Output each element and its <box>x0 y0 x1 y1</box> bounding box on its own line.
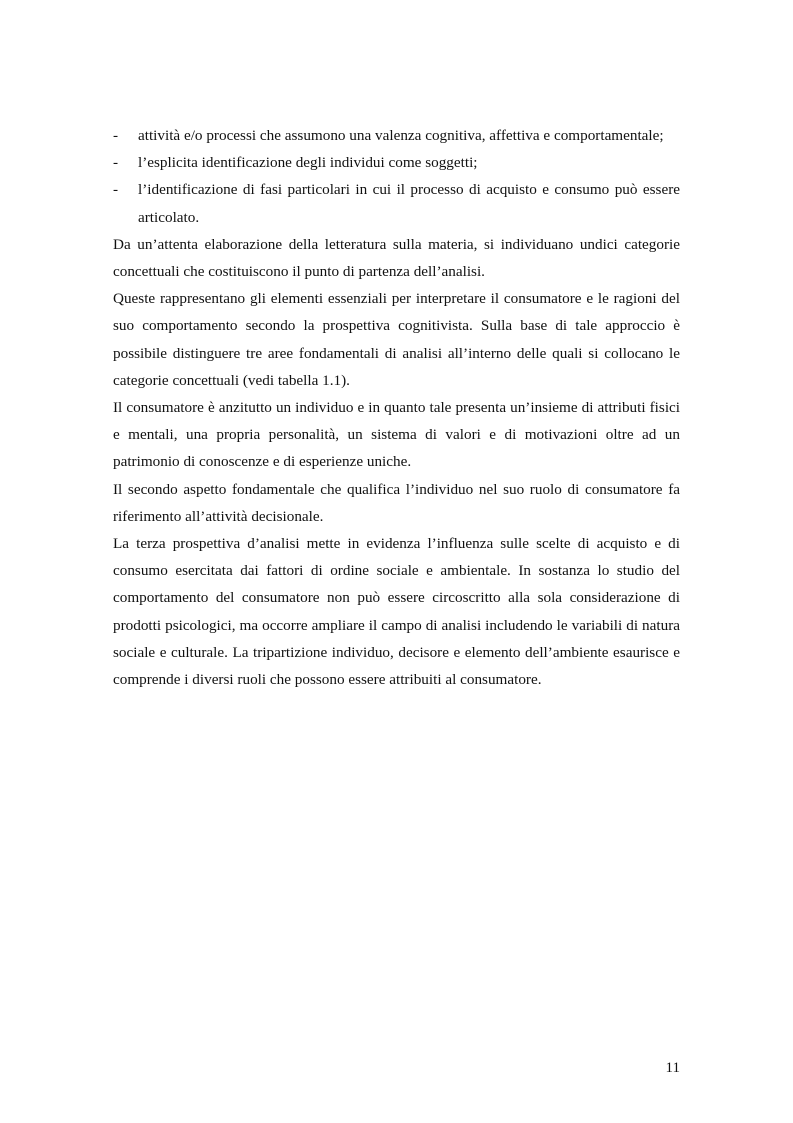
list-item-text: attività e/o processi che assumono una valenza cognitiva, affettiva e comportamentale; <box>138 127 664 144</box>
list-item <box>113 176 680 230</box>
bullet-marker: - <box>113 154 119 172</box>
bullet-list <box>113 122 680 231</box>
list-item-text: l’esplicita identificazione degli individui come soggetti; <box>138 154 478 172</box>
paragraph: La terza prospettiva d’analisi mette in evidenza l’influenza sulle scelte di acquisto e di consumo esercitata dai fattori di ordine sociale e ambientale. In sostanza lo studio del comportamento del consumatore non può essere circoscritto alla sola considerazione di prodotti psicologici, ma occorre ampliare il campo di analisi includendo le variabili di natura sociale e culturale. La tripartizione individuo, decisore e elemento dell’ambiente esaurisce e comprende i diversi ruoli che possono essere attribuiti al consumatore. <box>113 535 680 689</box>
list-item <box>113 122 680 149</box>
paragraph: Il secondo aspetto fondamentale che qualifica l’individuo nel suo ruolo di consumatore fa riferimento all’attività decisionale. <box>113 480 680 525</box>
paragraph: Queste rappresentano gli elementi essenziali per interpretare il consumatore e le ragioni del suo comportamento secondo la prospettiva cognitivista. Sulla base di tale approccio è possibile distinguere tre aree fondamentali di analisi all’interno delle quali si collocano le categorie concettuali (vedi tabella 1.1). <box>113 290 680 389</box>
document-body <box>113 122 680 693</box>
paragraph: Il consumatore è anzitutto un individuo e in quanto tale presenta un’insieme di attributi fisici e mentali, una propria personalità, un sistema di valori e di motivazioni oltre ad un patrimonio di conoscenze e di esperienze uniche. <box>113 399 680 471</box>
list-item-text: l’identificazione di fasi particolari in cui il processo di acquisto e consumo può essere articolato. <box>138 181 680 226</box>
bullet-marker: - <box>113 181 119 199</box>
bullet-marker: - <box>113 127 119 144</box>
page-number: 11 <box>665 1060 680 1076</box>
list-item <box>113 149 680 176</box>
paragraph: Da un’attenta elaborazione della letteratura sulla materia, si individuano undici categorie concettuali che costituiscono il punto di partenza dell’analisi. <box>113 235 680 281</box>
